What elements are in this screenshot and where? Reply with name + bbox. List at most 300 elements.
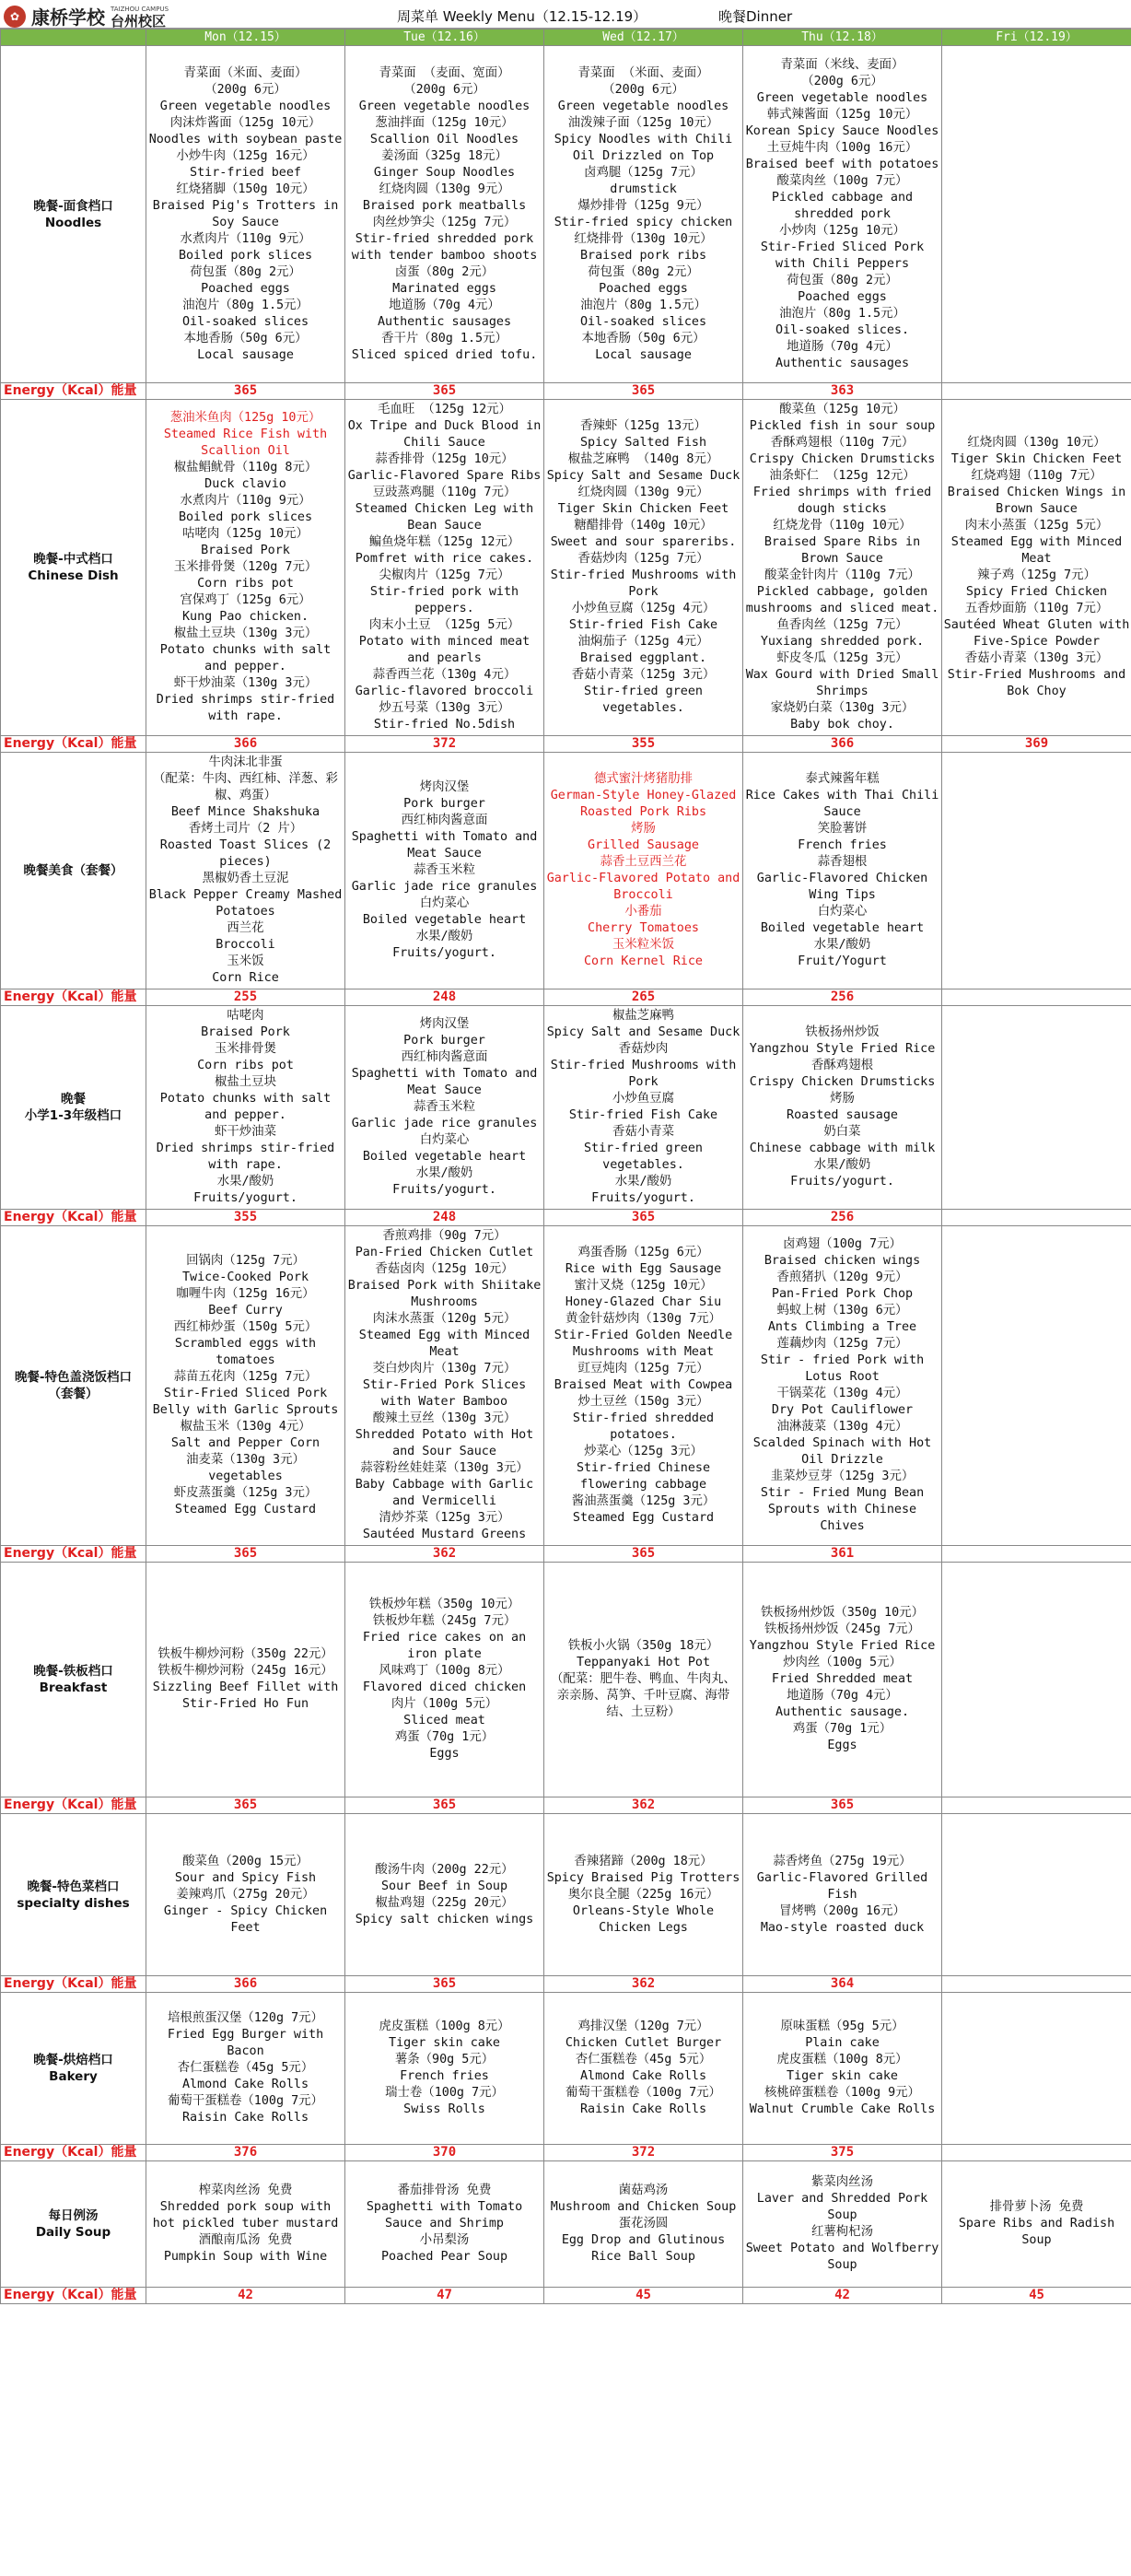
station-label-line: （套餐）	[48, 1387, 99, 1401]
station-label-line: 晚餐-中式档口	[33, 552, 113, 567]
dish-line: 蒜香翅根	[817, 855, 868, 869]
dish-line: Fruits/yogurt.	[392, 946, 496, 960]
dish-line: 香菇小青菜（125g 3元）	[571, 668, 716, 682]
station-label-line: 晚餐	[61, 1092, 86, 1107]
dish-line: Pickled cabbage and shredded pork	[771, 190, 914, 221]
energy-value: 248	[345, 1210, 544, 1226]
dish-line: Stir - fried Pork with Lotus Root	[760, 1353, 925, 1384]
energy-value: 256	[743, 1210, 942, 1226]
menu-cell-mon	[146, 1993, 345, 2145]
station-label	[1, 1563, 146, 1797]
dish-line: Stir-fried shredded potatoes.	[572, 1411, 715, 1442]
menu-cell-thu	[743, 1814, 942, 1976]
energy-value: 365	[544, 1210, 743, 1226]
energy-row	[1, 1210, 1131, 1226]
dish-line: Local sausage	[197, 347, 294, 362]
dish-line: 铁板炒年糕（350g 10元）	[368, 1598, 520, 1611]
energy-value: 376	[146, 2145, 345, 2161]
energy-value	[942, 1976, 1131, 1993]
dish-line: Pickled cabbage, golden mushrooms and sliced meat.	[745, 585, 939, 615]
dish-line: 家烧奶白菜（130g 3元）	[770, 701, 915, 715]
dish-line: 青菜面 （麦面、宽面）	[379, 65, 510, 80]
dish-line: Fruit/Yogurt	[798, 954, 887, 968]
dish-line: 荷包蛋（80g 2元）	[190, 264, 301, 279]
dish-line: Shredded Potato with Hot and Sour Sauce	[355, 1428, 534, 1458]
dish-line: Stir-Fried Mushrooms and Bok Choy	[947, 668, 1126, 698]
energy-value: 366	[743, 736, 942, 753]
menu-cell-tue	[345, 1563, 544, 1797]
dish-line: 荷包蛋（80g 2元）	[588, 264, 699, 279]
dish-line: 椒盐鸡翅（225g 20元）	[375, 1895, 514, 1910]
dish-line: Spicy Salted Fish	[579, 436, 707, 450]
menu-cell-thu	[743, 1226, 942, 1546]
dish-line: Fruits/yogurt.	[193, 1191, 297, 1205]
dish-line: Honey-Glazed Char Siu	[565, 1295, 722, 1309]
station-label-line: specialty dishes	[17, 1895, 130, 1911]
dish-line: 地道肠（70g 4元）	[787, 339, 898, 354]
dish-line: 小番茄	[624, 905, 662, 919]
dish-line: 红薯枸杞汤	[811, 2225, 873, 2239]
dish-line: 虾干炒油菜	[215, 1125, 276, 1139]
menu-cell-mon	[146, 1563, 345, 1797]
dish-line: 咕咾肉	[227, 1009, 264, 1023]
dish-line: Fruits/yogurt.	[591, 1191, 695, 1205]
dish-line: Braised pork ribs	[579, 248, 707, 263]
dish-line: 鸡蛋香肠（125g 6元）	[577, 1246, 709, 1259]
dish-line: Fried rice cakes on an iron plate	[362, 1631, 527, 1661]
dish-line: Duck clavio	[204, 477, 286, 491]
dish-line: 红烧肉圆（130g 9元）	[577, 486, 709, 499]
menu-cell-wed	[544, 2161, 743, 2288]
dish-line: 椒盐芝麻鸭 （140g 8元）	[567, 452, 719, 466]
menu-cell-mon	[146, 1814, 345, 1976]
energy-value	[942, 1210, 1131, 1226]
energy-row	[1, 383, 1131, 400]
campus-label	[111, 5, 169, 29]
menu-cell-tue	[345, 1006, 544, 1210]
station-label-line: 每日例汤	[48, 2208, 99, 2223]
dish-line: 香酥鸡翅根（110g 7元）	[770, 436, 915, 450]
dish-line: Pork burger	[403, 1034, 485, 1048]
dish-line: Boiled vegetable heart	[760, 921, 925, 935]
dish-line: 酸菜金针肉片（110g 7元）	[764, 568, 920, 582]
energy-label: Energy（Kcal）能量	[1, 736, 146, 753]
menu-cell-thu	[743, 46, 942, 383]
dish-line: 糖醋排骨（140g 10元）	[574, 519, 713, 533]
dish-line: Local sausage	[595, 347, 692, 362]
dish-line: Stir-fried Fish Cake	[568, 618, 718, 632]
dish-line: 地道肠（70g 4元）	[389, 298, 500, 312]
energy-value	[942, 989, 1131, 1006]
energy-value: 256	[743, 989, 942, 1006]
dish-line: 德式蜜汁烤猪肋排	[593, 772, 694, 786]
day-header-tue: Tue（12.16）	[345, 29, 544, 46]
dish-line: Almond Cake Rolls	[579, 2069, 707, 2083]
dish-line: 鱼香肉丝（125g 7元）	[776, 618, 908, 632]
dish-line: Stir-fried spicy chicken	[554, 215, 733, 229]
dish-line: Pan-Fried Pork Chop	[771, 1287, 914, 1301]
dish-line: 葱油拌面（125g 10元）	[375, 115, 514, 130]
dish-line: Garlic-Flavored Chicken Wing Tips	[756, 872, 928, 902]
dish-line: Spaghetti with Tomato and Meat Sauce	[351, 1067, 538, 1097]
dish-line: 杏仁蛋糕卷（45g 5元）	[177, 2061, 314, 2075]
dish-line: 核桃碎蛋糕卷（100g 9元）	[764, 2086, 920, 2100]
dish-line: 咕咾肉（125g 10元）	[182, 527, 309, 541]
school-logo	[4, 3, 169, 29]
dish-line: 铁板牛柳炒河粉（350g 22元）	[157, 1647, 333, 1661]
dish-line: 酸菜肉丝（100g 7元）	[776, 173, 908, 188]
dish-line: Oil-soaked slices.	[775, 322, 910, 337]
dish-line: Poached Pear Soup	[380, 2250, 508, 2264]
menu-cell-fri	[942, 1993, 1131, 2145]
station-label-line: 晚餐-面食档口	[33, 198, 113, 214]
energy-value: 248	[345, 989, 544, 1006]
dish-line: Sour Beef in Soup	[380, 1879, 508, 1893]
dish-line: 蒜香烤鱼（275g 19元）	[773, 1854, 912, 1868]
dish-line: 油淋菠菜（130g 4元）	[776, 1420, 908, 1434]
dish-line: Spicy Braised Pig Trotters	[546, 1870, 740, 1885]
dish-line: 蛋花汤圆	[618, 2217, 669, 2231]
dish-line: 莲藕炒肉（125g 7元）	[776, 1337, 908, 1351]
dish-line: 水煮肉片（110g 9元）	[180, 494, 311, 508]
energy-value: 45	[942, 2288, 1131, 2304]
dish-line: 香酥鸡翅根	[811, 1059, 873, 1072]
menu-cell-tue	[345, 753, 544, 989]
station-label-line: Bakery	[49, 2069, 98, 2084]
dish-line: 鸡蛋（70g 1元）	[394, 1730, 495, 1744]
dish-line: Sliced meat	[403, 1714, 485, 1727]
dish-line: 奥尔良全腿（225g 16元）	[567, 1887, 719, 1902]
dish-line: 蒜香西兰花（130g 4元）	[372, 668, 517, 682]
dish-line: （配菜：牛肉、西红柿、洋葱、彩椒、鸡蛋）	[153, 772, 338, 802]
menu-body	[1, 29, 1131, 2304]
dish-line: Mao-style roasted duck	[760, 1920, 925, 1935]
menu-cell-wed	[544, 46, 743, 383]
dish-line: 油条虾仁 （125g 12元）	[769, 469, 915, 483]
dish-line: 干锅菜花（130g 4元）	[776, 1387, 908, 1400]
dish-line: Oil-soaked slices	[181, 314, 309, 329]
dish-line: 椒盐玉米（130g 4元）	[180, 1420, 311, 1434]
energy-label: Energy（Kcal）能量	[1, 2145, 146, 2161]
dish-line: 炒肉丝（100g 5元）	[783, 1656, 902, 1669]
dish-line: Garlic-Flavored Potato and Broccoli	[546, 872, 740, 902]
dish-line: 肉末小蒸蛋（125g 5元）	[964, 519, 1109, 533]
energy-value: 45	[544, 2288, 743, 2304]
dish-line: 香辣猪蹄（200g 18元）	[574, 1854, 713, 1868]
dish-line: （200g 6元）	[204, 82, 286, 97]
energy-value: 366	[146, 736, 345, 753]
dish-line: Boiled pork slices	[178, 248, 313, 263]
menu-header	[0, 0, 1131, 29]
energy-row	[1, 736, 1131, 753]
energy-value: 366	[146, 1976, 345, 1993]
dish-line: German-Style Honey-Glazed Roasted Pork Ribs	[550, 789, 737, 819]
dish-line: Grilled Sausage	[588, 838, 699, 852]
dish-line: Flavored diced chicken	[362, 1680, 527, 1694]
dish-line: Corn ribs pot	[197, 1059, 294, 1072]
dish-line: 小吊梨汤	[419, 2233, 470, 2247]
dish-line: Plain cake	[805, 2036, 880, 2050]
dish-line: Stir-fried shredded pork with tender bamboo shoots	[351, 231, 538, 263]
dish-line: Marinated eggs	[392, 281, 496, 296]
dish-line: Scallion Oil Noodles	[369, 132, 519, 146]
menu-cell-fri	[942, 1226, 1131, 1546]
energy-label: Energy（Kcal）能量	[1, 1546, 146, 1563]
dish-line: 葱油米鱼肉（125g 10元）	[169, 411, 321, 425]
energy-value: 47	[345, 2288, 544, 2304]
dish-line: 番茄排骨汤 免费	[397, 2184, 492, 2197]
energy-value: 365	[743, 1797, 942, 1814]
energy-value: 365	[146, 383, 345, 400]
dish-line: 玉米饭	[227, 954, 264, 968]
dish-line: 烤肠	[631, 822, 656, 836]
dish-line: 蚂蚁上树（130g 6元）	[776, 1304, 908, 1317]
menu-row	[1, 1814, 1131, 1976]
dish-line: 小炒鱼豆腐	[612, 1092, 674, 1106]
dish-line: Braised Meat with Cowpea	[554, 1378, 733, 1392]
dish-line: Almond Cake Rolls	[181, 2078, 309, 2091]
dish-line: 蜜汁叉烧（125g 10元）	[574, 1279, 713, 1293]
dish-line: Steamed Chicken Leg with Bean Sauce	[355, 502, 534, 533]
dish-line: Stir-fried beef	[190, 165, 301, 180]
dish-line: Steamed Egg with Minced Meat	[358, 1329, 531, 1359]
dish-line: Stir-fried green vegetables.	[584, 1142, 703, 1172]
dish-line: 本地香肠（50g 6元）	[183, 331, 308, 345]
energy-value	[942, 383, 1131, 400]
station-label-line: Daily Soup	[35, 2225, 111, 2240]
dish-line: 卤蛋（80g 2元）	[394, 264, 495, 279]
station-label-line: 晚餐-铁板档口	[33, 1664, 113, 1679]
dish-line: Stir-fried Mushrooms with Pork	[550, 568, 737, 599]
dish-line: 炒五号菜（130g 3元）	[379, 701, 510, 715]
dish-line: Spicy Noodles with Chili Oil Drizzled on Top	[554, 132, 733, 163]
dish-line: 蒜香玉米粒	[414, 863, 475, 877]
dish-line: Yangzhou Style Fried Rice	[749, 1639, 936, 1653]
dish-line: 肉片（100g 5元）	[391, 1697, 498, 1711]
dish-line: Corn Rice	[212, 971, 279, 985]
dish-line: 泰式辣酱年糕	[805, 772, 880, 786]
energy-value: 42	[146, 2288, 345, 2304]
dish-line: 培根煎蛋汉堡（120g 7元）	[168, 2011, 323, 2025]
energy-value: 365	[544, 383, 743, 400]
dish-line: Pork burger	[403, 797, 485, 811]
dish-line: 土豆炖牛肉（100g 16元）	[766, 140, 918, 155]
energy-value: 362	[345, 1546, 544, 1563]
dish-line: Baby bok choy.	[790, 718, 894, 732]
energy-value: 365	[544, 1546, 743, 1563]
dish-line: 油焖茄子（125g 4元）	[577, 635, 709, 649]
dish-line: 杏仁蛋糕卷（45g 5元）	[575, 2053, 712, 2067]
dish-line: Sour and Spicy Fish	[174, 1870, 317, 1885]
menu-cell-wed	[544, 1814, 743, 1976]
dish-line: Laver and Shredded Pork Soup	[756, 2192, 928, 2222]
dish-line: 铁板扬州炒饭（350g 10元）	[761, 1606, 924, 1620]
dish-line: 水果/酸奶	[415, 930, 473, 943]
dish-line: （200g 6元）	[801, 74, 883, 88]
energy-label: Energy（Kcal）能量	[1, 989, 146, 1006]
dish-line: 香煎鸡排（90g 7元）	[382, 1229, 507, 1243]
dish-line: 红烧猪脚（150g 10元）	[176, 181, 315, 196]
menu-cell-fri	[942, 753, 1131, 989]
dish-line: 白灼菜心	[419, 896, 470, 910]
dish-line: 炒土豆丝（150g 3元）	[577, 1395, 709, 1409]
day-header-mon: Mon（12.15）	[146, 29, 345, 46]
dish-line: 瑞士卷（100g 7元）	[385, 2086, 504, 2100]
dish-line: 玉米排骨煲	[215, 1042, 276, 1056]
dish-line: 豆豉蒸鸡腿（110g 7元）	[372, 486, 517, 499]
dish-line: 蒜香排骨（125g 10元）	[375, 452, 514, 466]
menu-cell-fri	[942, 1814, 1131, 1976]
dish-line: Baby Cabbage with Garlic and Vermicelli	[355, 1478, 534, 1508]
dish-line: Roasted Toast Slices (2 pieces)	[159, 838, 332, 869]
dish-line: 酱油蒸蛋羹（125g 3元）	[571, 1494, 716, 1508]
energy-value: 364	[743, 1976, 942, 1993]
dish-line: 虾皮冬瓜（125g 3元）	[776, 651, 908, 665]
dish-line: Authentic sausage.	[775, 1705, 910, 1719]
energy-value: 365	[146, 1546, 345, 1563]
menu-cell-mon	[146, 400, 345, 736]
dish-line: vegetables	[208, 1469, 283, 1483]
energy-label: Energy（Kcal）能量	[1, 1210, 146, 1226]
dish-line: Pomfret with rice cakes.	[355, 552, 534, 566]
dish-line: Chicken Cutlet Burger	[565, 2036, 722, 2050]
dish-line: Braised Pork	[201, 544, 290, 557]
dish-line: 油泡片（80g 1.5元）	[182, 298, 309, 312]
dish-line: 清炒芥菜（125g 3元）	[379, 1511, 510, 1525]
dish-line: Steamed Egg Custard	[174, 1503, 317, 1516]
menu-cell-tue	[345, 1814, 544, 1976]
dish-line: 香菇小青菜	[612, 1125, 674, 1139]
energy-row	[1, 1976, 1131, 1993]
campus-zh: 台州校区	[111, 12, 167, 29]
dish-line: 鸡蛋（70g 1元）	[792, 1722, 892, 1736]
menu-row	[1, 1006, 1131, 1210]
school-emblem-icon: ✿	[4, 6, 26, 28]
dish-line: French fries	[400, 2069, 489, 2083]
dish-line: 红烧鸡翅（110g 7元）	[971, 469, 1102, 483]
dish-line: 烤肉汉堡	[419, 780, 470, 794]
dish-line: Authentic sausages	[377, 314, 512, 329]
dish-line: Salt and Pepper Corn	[170, 1436, 321, 1450]
dish-line: Braised chicken wings	[764, 1254, 921, 1268]
dish-line: Garlic jade rice granules	[351, 880, 538, 894]
dish-line: 肉沫炸酱面（125g 10元）	[169, 115, 321, 130]
dish-line: Corn Kernel Rice	[584, 954, 703, 968]
energy-value	[942, 1797, 1131, 1814]
dish-line: Broccoli	[216, 938, 275, 952]
dish-line: Green vegetable noodles	[557, 99, 729, 113]
station-label-line: 晚餐-特色菜档口	[27, 1879, 120, 1894]
menu-title: 周菜单 Weekly Menu（12.15-12.19）	[397, 8, 647, 25]
dish-line: （200g 6元）	[602, 82, 684, 97]
dish-line: Braised Pork with Shiitake Mushrooms	[347, 1279, 542, 1309]
dish-line: Eggs	[429, 1747, 460, 1761]
dish-line: Fried shrimps with fried dough sticks	[752, 486, 932, 516]
menu-row	[1, 46, 1131, 383]
menu-cell-mon	[146, 2161, 345, 2288]
menu-cell-wed	[544, 1563, 743, 1797]
dish-line: 小炒牛肉（125g 16元）	[176, 148, 315, 163]
dish-line: Mushroom and Chicken Soup	[550, 2200, 737, 2214]
dish-line: Roasted sausage	[787, 1108, 898, 1122]
dish-line: 香菇炒肉	[618, 1042, 669, 1056]
dish-line: Steamed Rice Fish with Scallion Oil	[163, 427, 328, 458]
dish-line: Kung Pao chicken.	[181, 610, 309, 624]
dish-line: 茭白炒肉片（130g 7元）	[372, 1362, 517, 1376]
dish-line: Beef Curry	[208, 1304, 283, 1317]
dish-line: Yangzhou Style Fried Rice	[749, 1042, 936, 1056]
dish-line: Tiger Skin Chicken Feet	[557, 502, 729, 516]
dish-line: Spicy Fried Chicken	[965, 585, 1108, 599]
dish-line: 黑椒奶香土豆泥	[202, 872, 289, 885]
dish-line: 西红柿肉酱意面	[401, 1050, 488, 1064]
dish-line: Fried Egg Burger with Bacon	[167, 2028, 324, 2058]
dish-line: Boiled vegetable heart	[362, 913, 527, 927]
dish-line: 水果/酸奶	[813, 1158, 871, 1172]
dish-line: Poached eggs	[599, 281, 688, 296]
dish-line: Braised Pig's Trotters in Soy Sauce	[152, 198, 339, 229]
station-label	[1, 46, 146, 383]
dish-line: 冒烤鸭（200g 16元）	[779, 1903, 905, 1918]
dish-line: Dried shrimps stir-fried with rape.	[156, 1142, 335, 1172]
dish-line: （200g 6元）	[403, 82, 485, 97]
dish-line: 椒盐鲳鱿骨（110g 8元）	[173, 461, 318, 474]
energy-value: 369	[942, 736, 1131, 753]
menu-cell-wed	[544, 400, 743, 736]
station-label-line: 晚餐-烘焙档口	[33, 2053, 113, 2067]
dish-line: 红烧肉圆（130g 10元）	[967, 436, 1106, 450]
meal-label: 晚餐Dinner	[718, 8, 793, 25]
dish-line: 油泡片（80g 1.5元）	[580, 298, 706, 312]
dish-line: Steamed Egg with Minced Meat	[950, 535, 1123, 566]
dish-line: Stir-Fried Sliced Pork with Chili Peppers	[760, 240, 925, 271]
dish-line: 铁板小火锅（350g 18元）	[567, 1639, 719, 1653]
energy-value: 362	[544, 1976, 743, 1993]
dish-line: 烤肠	[830, 1092, 855, 1106]
dish-line: 牛肉沫北非蛋	[208, 755, 283, 769]
dish-line: Pan-Fried Chicken Cutlet	[355, 1246, 534, 1259]
dish-line: 铁板炒年糕（245g 7元）	[372, 1614, 517, 1628]
dish-line: 葡萄干蛋糕卷（100g 7元）	[168, 2094, 323, 2108]
dish-line: Twice-Cooked Pork	[181, 1270, 309, 1284]
dish-line: Steamed Egg Custard	[572, 1511, 715, 1525]
dish-line: Oil-soaked slices	[579, 314, 707, 329]
dish-line: Crispy Chicken Drumsticks	[749, 452, 936, 466]
dish-line: 西红柿炒蛋（150g 5元）	[173, 1320, 318, 1334]
dish-line: 姜汤面（325g 18元）	[381, 148, 507, 163]
dish-line: 蒜香土豆西兰花	[600, 855, 687, 869]
dish-line: Stir-fried Fish Cake	[568, 1108, 718, 1122]
energy-value: 365	[345, 383, 544, 400]
dish-line: Sweet and sour spareribs.	[550, 535, 737, 549]
dish-line: 爆炒排骨（125g 9元）	[577, 198, 709, 213]
dish-line: 西红柿肉酱意面	[401, 814, 488, 827]
dish-line: 香菇炒肉（125g 7元）	[577, 552, 709, 566]
dish-line: Stir-fried pork with peppers.	[369, 585, 519, 615]
energy-row	[1, 2288, 1131, 2304]
dish-line: Braised Chicken Wings in Brown Sauce	[947, 486, 1126, 516]
dish-line: Ginger Soup Noodles	[373, 165, 516, 180]
dish-line: 宫保鸡丁（125g 6元）	[180, 593, 311, 607]
dish-line: 油泡片（80g 1.5元）	[779, 306, 905, 321]
dish-line: 西兰花	[227, 921, 264, 935]
dish-line: Walnut Crumble Cake Rolls	[749, 2102, 936, 2116]
menu-row	[1, 1563, 1131, 1797]
station-label	[1, 400, 146, 736]
station-label	[1, 1993, 146, 2145]
dish-line: 荷包蛋（80g 2元）	[787, 273, 898, 287]
energy-row	[1, 989, 1131, 1006]
